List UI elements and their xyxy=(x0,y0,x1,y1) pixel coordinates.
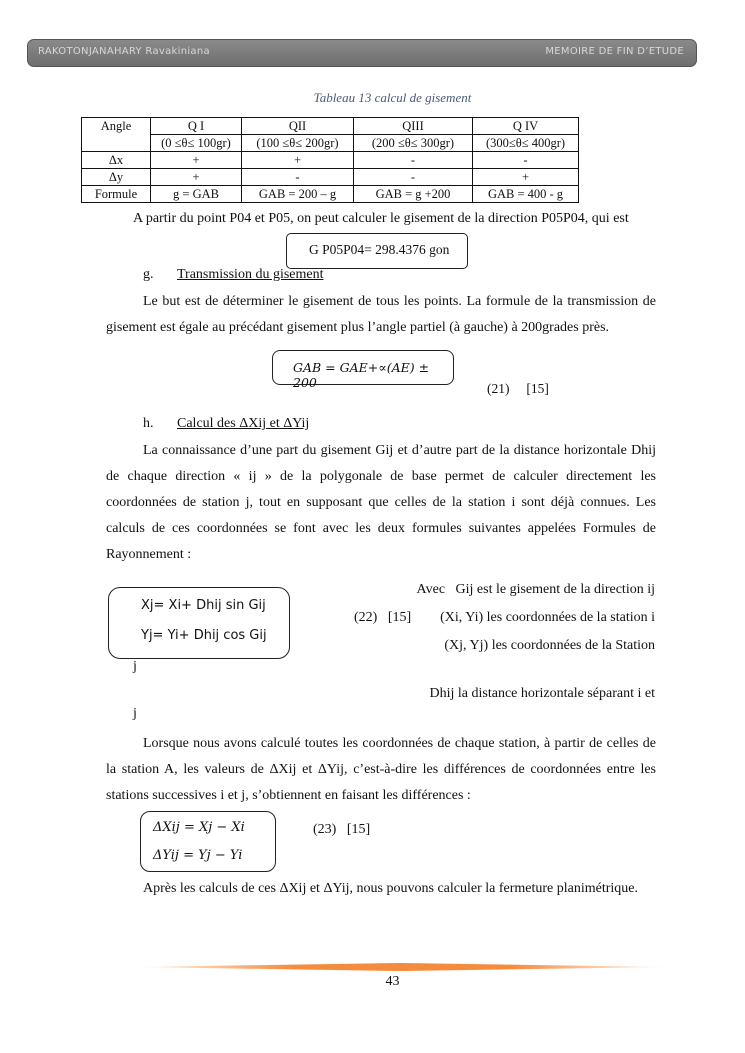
paragraph-connaissance: La connaissance d’une part du gisement Gij et d’autre part de la distance horizontale Dhij de chaque direction « ij » de la polygonale de base permet de calculer directement les coordonnées de station j, tout en supposant que celles de la station i sont déjà connues. Les calculs de ces coordonnées se font avec les deux formules suivantes appelées Formules de Rayonnement : xyxy=(106,443,656,562)
header-title: MEMOIRE DE FIN D’ETUDE xyxy=(545,46,684,57)
result-box xyxy=(286,233,468,269)
paragraph-differences: Lorsque nous avons calculé toutes les coordonnées de chaque station, à partir de celles de la station A, les valeurs de ΔXij et ΔYij, c’est-à-dire les différences de coordonnées entre les stations successives i et j, s’obtiennent en faisant les différences : xyxy=(106,736,656,803)
table-cell: Q IV xyxy=(473,118,579,135)
table-cell: (300≤θ≤ 400gr) xyxy=(473,135,579,152)
table-cell: + xyxy=(151,169,242,186)
table-cell: (0 ≤θ≤ 100gr) xyxy=(151,135,242,152)
footer-decoration xyxy=(132,963,672,971)
table-row xyxy=(82,169,579,186)
table-cell: GAB = 200 – g xyxy=(242,186,354,203)
formula-21: GAB = GAE+∝(AE) ± 200 xyxy=(293,360,430,390)
gisement-table xyxy=(81,117,579,203)
reference-22: (22) [15] xyxy=(354,610,412,625)
table-cell: - xyxy=(354,169,473,186)
paragraph-transmission: Le but est de déterminer le gisement de tous les points. La formule de la transmission de gisement est égale au précédant gisement plus l’angle partiel (à gauche) à 200grades près. xyxy=(106,294,656,335)
table-cell: + xyxy=(473,169,579,186)
table-cell: Q I xyxy=(151,118,242,135)
table-cell: (200 ≤θ≤ 300gr) xyxy=(354,135,473,152)
table-cell: QIII xyxy=(354,118,473,135)
table-cell: - xyxy=(354,152,473,169)
formula-23-box xyxy=(140,811,276,872)
paragraph-fermeture: Après les calculs de ces ΔXij et ΔYij, nous pouvons calculer la fermeture planimétrique. xyxy=(143,881,639,896)
station-j-text: (Xj, Yj) les coordonnées de la Station xyxy=(444,638,655,653)
section-h-number: h. xyxy=(143,416,154,431)
section-g-title: Transmission du gisement xyxy=(177,267,324,282)
page-header xyxy=(27,39,697,67)
formula-23-line-1: ΔXij = Xj − Xi xyxy=(153,820,245,835)
formula-22-box xyxy=(108,587,290,659)
table-row xyxy=(82,186,579,203)
table-cell: + xyxy=(151,152,242,169)
table-cell: Δx xyxy=(82,152,151,169)
formula-21-box xyxy=(272,350,454,390)
table-cell: - xyxy=(242,169,354,186)
table-cell: GAB = 400 - g xyxy=(473,186,579,203)
section-g-number: g. xyxy=(143,267,154,282)
table-row xyxy=(82,135,579,152)
table-cell: Formule xyxy=(82,186,151,203)
reference-23: (23) [15] xyxy=(313,822,371,837)
table-cell: GAB = g +200 xyxy=(354,186,473,203)
formula-22-line-2: Yj= Yi+ Dhij cos Gij xyxy=(141,628,267,643)
table-row xyxy=(82,152,579,169)
table-cell: QII xyxy=(242,118,354,135)
section-h-title: Calcul des ΔXij et ΔYij xyxy=(177,416,310,431)
table-cell: + xyxy=(242,152,354,169)
table-row xyxy=(82,118,579,135)
avec-text: Avec Gij est le gisement de la direction ij xyxy=(416,582,655,597)
table-cell: Δy xyxy=(82,169,151,186)
table-cell: g = GAB xyxy=(151,186,242,203)
station-i-text: (Xi, Yi) les coordonnées de la station i xyxy=(440,610,655,625)
formula-23-line-2: ΔYij = Yj − Yi xyxy=(153,848,243,863)
reference-21: (21) [15] xyxy=(487,381,549,396)
distance-text: Dhij la distance horizontale séparant i et xyxy=(429,686,655,701)
j-text-2: j xyxy=(133,706,137,721)
table-caption: Tableau 13 calcul de gisement xyxy=(313,90,472,105)
intro-text: A partir du point P04 et P05, on peut calculer le gisement de la direction P05P04, qui est xyxy=(133,211,629,226)
result-value: G P05P04= 298.4376 gon xyxy=(309,242,450,257)
formula-22-line-1: Xj= Xi+ Dhij sin Gij xyxy=(141,598,266,613)
header-author: RAKOTONJANAHARY Ravakiniana xyxy=(38,46,210,57)
table-cell: - xyxy=(473,152,579,169)
page-number: 43 xyxy=(385,974,400,989)
table-cell: Angle xyxy=(82,118,151,152)
j-text-1: j xyxy=(133,659,137,674)
table-cell: (100 ≤θ≤ 200gr) xyxy=(242,135,354,152)
